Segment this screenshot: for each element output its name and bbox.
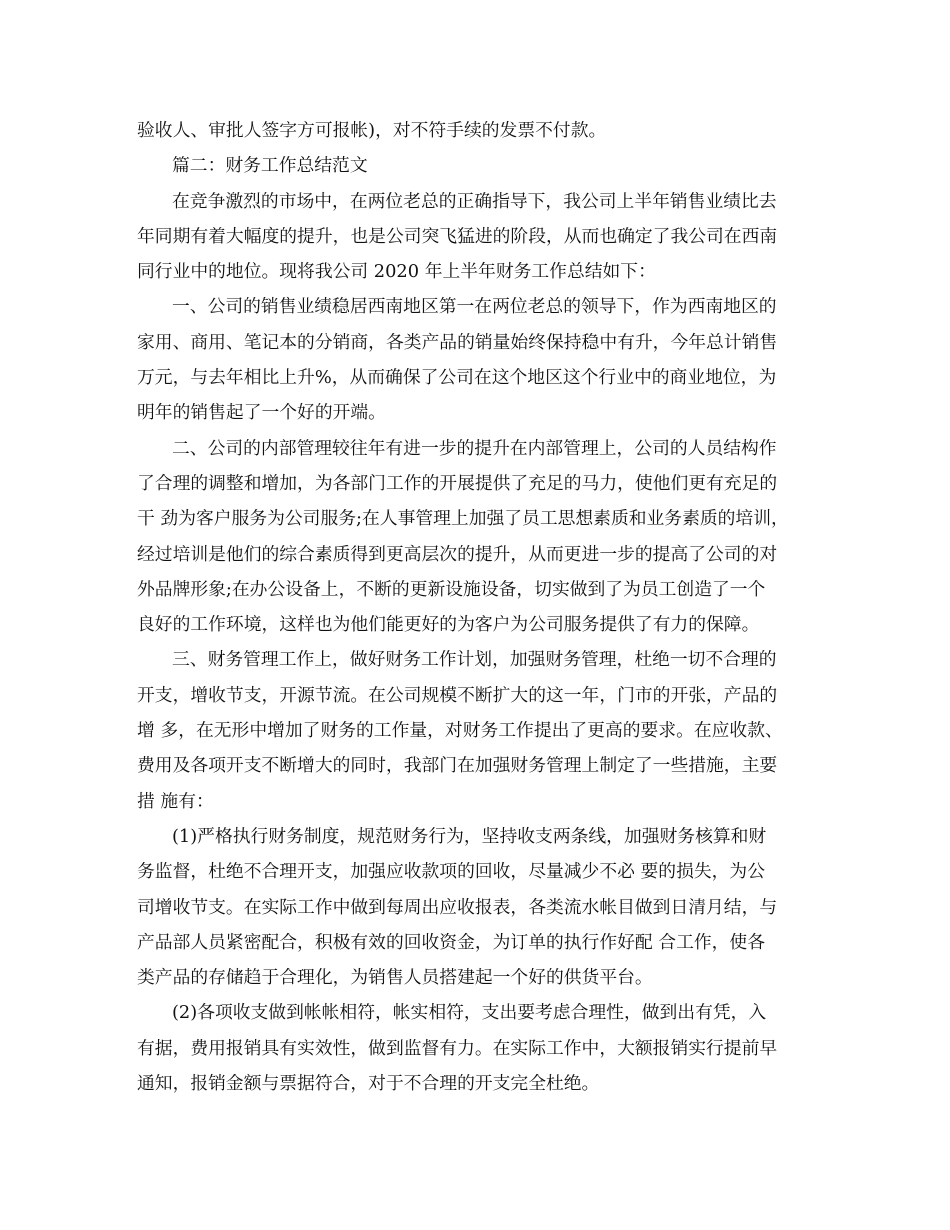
text-line: 费用及各项开支不断增大的同时，我部门在加强财务管理上制定了一些措施，主要 [137, 755, 778, 777]
text-line: 有据，费用报销具有实效性，做到监督有力。在实际工作中，大额报销实行提前早 [137, 1037, 778, 1059]
text-line: 同行业中的地位。现将我公司 2020 年上半年财务工作总结如下： [137, 261, 656, 283]
text-line: 产品部人员紧密配合，积极有效的回收资金，为订单的执行作好配 合工作，使各 [137, 931, 765, 953]
text-line: 了合理的调整和增加，为各部门工作的开展提供了充足的马力，使他们更有充足的 [137, 472, 778, 494]
text-line: 万元，与去年相比上升%，从而确保了公司在这个地区这个行业中的商业地位，为 [137, 367, 777, 389]
text-line: 明年的销售起了一个好的开端。 [137, 402, 386, 424]
text-line: 二、公司的内部管理较往年有进一步的提升在内部管理上，公司的人员结构作 [172, 437, 777, 459]
text-line: 一、公司的销售业绩稳居西南地区第一在两位老总的领导下，作为西南地区的 [172, 296, 777, 318]
text-line: 验收人、审批人签字方可报帐)，对不符手续的发票不付款。 [137, 120, 607, 141]
text-line: 通知，报销金额与票据符合，对于不合理的开支完全杜绝。 [137, 1073, 600, 1095]
text-line: 经过培训是他们的综合素质得到更高层次的提升，从而更进一步的提高了公司的对 [137, 543, 778, 565]
text-line: 类产品的存储趋于合理化，为销售人员搭建起一个好的供货平台。 [137, 967, 653, 989]
text-line: 增 多，在无形中增加了财务的工作量，对财务工作提出了更高的要求。在应收款、 [137, 720, 783, 742]
text-line: 三、财务管理工作上，做好财务工作计划，加强财务管理，杜绝一切不合理的 [172, 649, 777, 671]
text-line: 干 劲为客户服务为公司服务;在人事管理上加强了员工思想素质和业务素质的培训， [137, 508, 789, 530]
text-line: 在竞争激烈的市场中，在两位老总的正确指导下，我公司上半年销售业绩比去 [172, 190, 777, 212]
text-line: (1)严格执行财务制度，规范财务行为，坚持收支两条线，加强财务核算和财 [172, 825, 767, 847]
text-line: 外品牌形象;在办公设备上，不断的更新设施设备，切实做到了为员工创造了一个 [137, 578, 766, 600]
text-line: 务监督，杜绝不合理开支，加强应收款项的回收，尽量减少不必 要的损失，为公 [137, 861, 765, 883]
text-line: 年同期有着大幅度的提升，也是公司突飞猛进的阶段，从而也确定了我公司在西南 [137, 225, 778, 247]
text-line: 篇二：财务工作总结范文 [172, 155, 368, 177]
text-line: 良好的工作环境，这样也为他们能更好的为客户为公司服务提供了有力的保障。 [137, 614, 760, 636]
text-line: 司增收节支。在实际工作中做到每周出应收报表，各类流水帐目做到日清月结，与 [137, 896, 778, 918]
text-line: (2)各项收支做到帐帐相符，帐实相符，支出要考虑合理性，做到出有凭，入 [172, 1002, 767, 1024]
text-line: 措 施有： [137, 790, 214, 812]
text-line: 家用、商用、笔记本的分销商，各类产品的销量始终保持稳中有升，今年总计销售 [137, 331, 778, 353]
text-line: 开支，增收节支，开源节流。在公司规模不断扩大的这一年，门市的开张，产品的 [137, 684, 778, 706]
document-body [137, 113, 827, 1101]
